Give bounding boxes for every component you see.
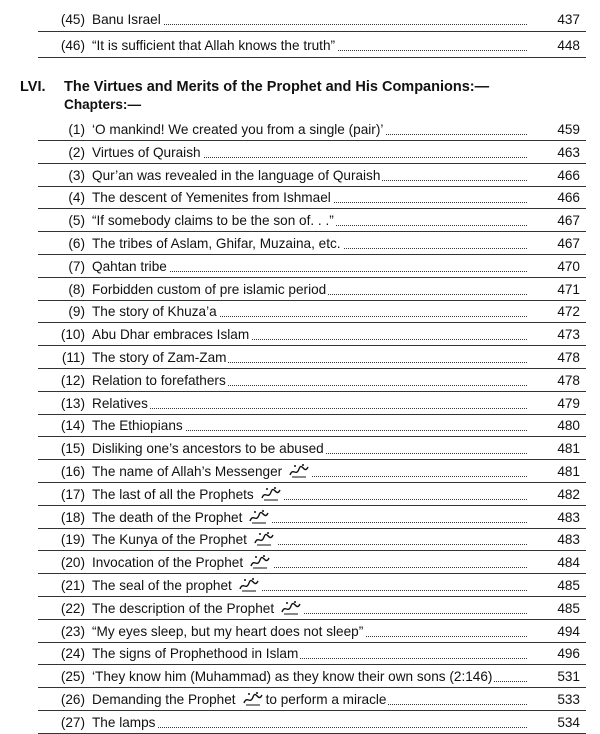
salutation-seal-icon	[260, 486, 282, 502]
page-number: 478	[557, 372, 580, 388]
toc-entry[interactable]	[0, 484, 600, 506]
entry-number: (24)	[60, 646, 85, 662]
entry-title-text: Forbidden custom of pre islamic period	[92, 281, 327, 297]
page-number: 470	[557, 258, 580, 274]
page-number: 485	[557, 578, 580, 593]
toc-entry[interactable]	[0, 712, 600, 734]
toc-entry[interactable]	[0, 187, 600, 209]
entry-title-text: The tribes of Aslam, Ghifar, Muzaina, etc.	[92, 236, 341, 251]
entry-number: (17)	[60, 486, 85, 502]
entry-title	[92, 575, 527, 597]
entry-title-text: The signs of Prophethood in Islam	[92, 646, 299, 662]
page-number: 467	[557, 213, 580, 229]
entry-number: (1)	[68, 122, 85, 137]
toc-entry[interactable]	[0, 347, 600, 369]
entry-title-text: Relation to forefathers	[92, 372, 226, 388]
entry-title-text: Invocation of the Prophet	[92, 555, 244, 571]
entry-title	[92, 438, 527, 460]
entry-title	[92, 9, 527, 31]
entry-title	[92, 643, 527, 665]
page-number: 471	[557, 281, 580, 297]
entry-number: (14)	[60, 418, 85, 434]
entry-number: (4)	[68, 190, 85, 206]
entry-title-text: “My eyes sleep, but my heart does not sleep”	[92, 623, 364, 639]
entry-number: (11)	[61, 350, 85, 365]
toc-entry[interactable]	[0, 35, 600, 57]
entry-title	[92, 461, 527, 483]
entry-title	[92, 507, 527, 529]
page-number: 482	[557, 486, 580, 502]
page-number: 466	[557, 190, 580, 206]
entry-title	[92, 165, 527, 187]
entry-title	[92, 233, 527, 255]
entry-title	[92, 370, 527, 392]
entry-title	[92, 552, 527, 574]
page-number: 485	[557, 600, 580, 616]
toc-entry[interactable]	[0, 666, 600, 688]
entry-title	[92, 529, 527, 551]
salutation-seal-icon	[238, 577, 260, 593]
entry-title-text: ‘They know him (Muhammad) as they know their own sons (2:146)	[92, 669, 493, 685]
entry-title-text: The Ethiopians	[92, 418, 183, 434]
section-title: The Virtues and Merits of the Prophet and His Companions:—	[64, 79, 490, 95]
toc-entry[interactable]	[0, 279, 600, 301]
entry-title-text: Virtues of Quraish	[92, 144, 201, 160]
row-rule	[38, 57, 586, 58]
toc-entry[interactable]	[0, 165, 600, 187]
entry-title-text: The description of the Prophet	[92, 600, 275, 616]
entry-title-text: The name of Allah’s Messenger	[92, 464, 283, 479]
entry-title	[92, 210, 527, 232]
page-number: 481	[557, 441, 580, 457]
entry-number: (19)	[60, 532, 85, 548]
toc-entry[interactable]	[0, 552, 600, 574]
toc-entry[interactable]	[0, 370, 600, 392]
entry-title-text: The last of all the Prophets	[92, 486, 254, 502]
entry-title-text: The lamps	[92, 714, 156, 730]
entry-title	[92, 484, 527, 506]
toc-entry[interactable]	[0, 393, 600, 415]
entry-number: (12)	[60, 372, 85, 388]
entry-number: (5)	[68, 213, 85, 229]
toc-entry[interactable]	[0, 9, 600, 31]
entry-title	[92, 35, 527, 57]
entry-number: (22)	[60, 600, 85, 616]
entry-title	[92, 301, 527, 323]
page-number: 494	[557, 623, 580, 639]
page-number: 534	[557, 714, 580, 730]
salutation-seal-icon	[242, 691, 264, 707]
entry-title	[92, 415, 527, 437]
entry-title-text: Banu Israel	[92, 12, 161, 27]
page-number: 484	[557, 555, 580, 571]
page-number: 478	[557, 350, 580, 365]
entry-title-text: The seal of the prophet	[92, 578, 232, 593]
salutation-seal-icon	[248, 509, 270, 525]
entry-title-cont: to perform a miracle	[265, 692, 387, 707]
entry-number: (3)	[68, 167, 85, 183]
toc-entry[interactable]	[0, 643, 600, 665]
page-number: 483	[557, 532, 580, 548]
entry-number: (15)	[60, 441, 85, 457]
entry-title	[92, 666, 527, 688]
toc-entry[interactable]	[0, 210, 600, 232]
page-number: 466	[557, 167, 580, 183]
page-number: 463	[557, 144, 580, 160]
page-number: 437	[557, 12, 580, 27]
page-number: 459	[557, 122, 580, 137]
entry-number: (46)	[60, 38, 85, 53]
toc-entry[interactable]	[0, 119, 600, 141]
entry-title	[92, 347, 527, 369]
entry-title	[92, 689, 527, 711]
entry-number: (27)	[60, 714, 85, 730]
entry-title-text: Qahtan tribe	[92, 258, 167, 274]
salutation-seal-icon	[253, 531, 275, 547]
page-number: 496	[557, 646, 580, 662]
toc-entry[interactable]	[0, 461, 600, 483]
toc-entry[interactable]	[0, 575, 600, 597]
salutation-seal-icon	[249, 554, 271, 570]
entry-title-text: Demanding the Prophet	[92, 692, 236, 707]
toc-entry[interactable]	[0, 301, 600, 323]
entry-number: (6)	[68, 236, 85, 251]
row-rule	[38, 31, 586, 32]
entry-title-text: The death of the Prophet	[92, 509, 243, 525]
toc-entry[interactable]	[0, 598, 600, 620]
page-number: 481	[557, 464, 580, 479]
toc-entry[interactable]	[0, 324, 600, 346]
entry-number: (16)	[60, 464, 85, 479]
toc-entry[interactable]	[0, 256, 600, 278]
entry-number: (26)	[60, 692, 85, 707]
page-number: 467	[557, 236, 580, 251]
entry-title-text: Abu Dhar embraces Islam	[92, 327, 250, 343]
section-number: LVI.	[20, 79, 46, 95]
toc-entry[interactable]	[0, 438, 600, 460]
page-number: 531	[557, 669, 580, 685]
entry-number: (7)	[68, 258, 85, 274]
toc-entry[interactable]	[0, 621, 600, 643]
toc-entry[interactable]	[0, 529, 600, 551]
entry-title	[92, 324, 527, 346]
entry-title	[92, 256, 527, 278]
page-number: 483	[557, 509, 580, 525]
page-number: 480	[557, 418, 580, 434]
toc-entry[interactable]	[0, 689, 600, 711]
entry-title	[92, 119, 527, 141]
entry-number: (8)	[68, 281, 85, 297]
toc-entry[interactable]	[0, 142, 600, 164]
entry-number: (21)	[60, 578, 85, 593]
entry-title-text: Qur’an was revealed in the language of Quraish	[92, 167, 381, 183]
entry-title	[92, 393, 527, 415]
toc-entry[interactable]	[0, 415, 600, 437]
entry-title-text: The Kunya of the Prophet	[92, 532, 247, 548]
page-number: 479	[557, 395, 580, 411]
entry-number: (23)	[60, 623, 85, 639]
entry-number: (2)	[68, 144, 85, 160]
entry-title-text: The story of Khuza’a	[92, 304, 217, 320]
entry-title	[92, 279, 527, 301]
entry-title	[92, 598, 527, 620]
entry-title-text: Disliking one’s ancestors to be abused	[92, 441, 324, 457]
page-number: 473	[557, 327, 580, 343]
entry-title	[92, 142, 527, 164]
entry-number: (10)	[60, 327, 85, 343]
entry-title-text: The descent of Yemenites from Ishmael	[92, 190, 331, 206]
entry-number: (9)	[68, 304, 85, 320]
entry-title	[92, 621, 527, 643]
salutation-seal-icon	[280, 600, 302, 616]
chapters-label: Chapters:—	[64, 97, 142, 112]
page-number: 448	[557, 38, 580, 53]
entry-title-text: “If somebody claims to be the son of. . .”	[92, 213, 334, 229]
entry-title-text: Relatives	[92, 395, 148, 411]
salutation-seal-icon	[288, 463, 310, 479]
page-number: 533	[557, 692, 580, 707]
entry-title-text: The story of Zam-Zam	[92, 350, 227, 365]
entry-number: (45)	[60, 12, 85, 27]
entry-title	[92, 187, 527, 209]
entry-number: (20)	[60, 555, 85, 571]
toc-entry[interactable]	[0, 233, 600, 255]
entry-title	[92, 712, 527, 734]
entry-title-text: ‘O mankind! We created you from a single (pair)’	[92, 122, 384, 137]
entry-number: (25)	[60, 669, 85, 685]
toc-entry[interactable]	[0, 507, 600, 529]
entry-number: (18)	[60, 509, 85, 525]
entry-title-text: “It is sufficient that Allah knows the truth”	[92, 38, 336, 53]
entry-number: (13)	[60, 395, 85, 411]
page-number: 472	[557, 304, 580, 320]
